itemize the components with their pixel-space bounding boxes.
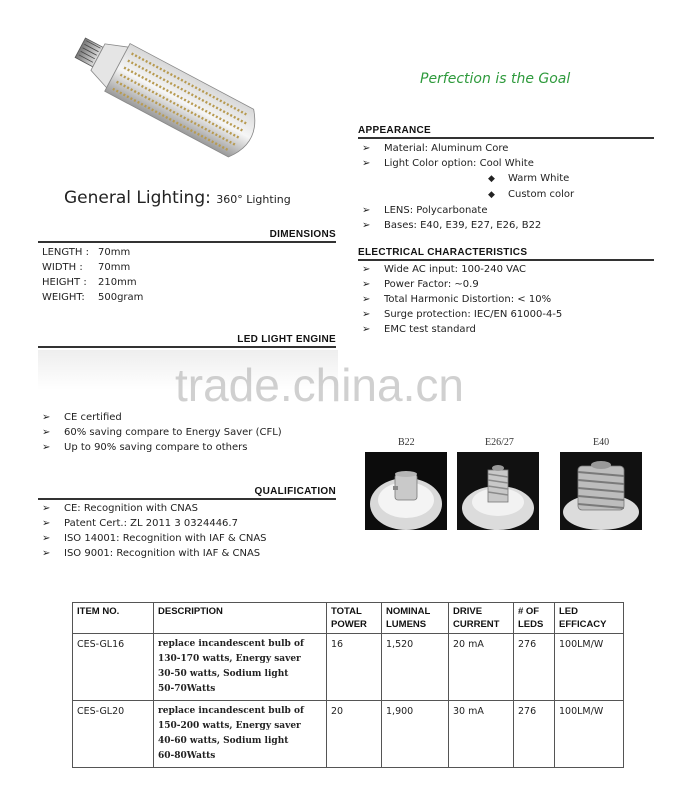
list-item: ➢ ISO 9001: Recognition with IAF & CNAS xyxy=(42,548,261,559)
arrow-bullet-icon: ➢ xyxy=(42,412,51,423)
electrical-list xyxy=(362,262,562,337)
power-cell: 20 xyxy=(327,701,382,768)
title-sub: 360° Lighting xyxy=(216,193,291,206)
arrow-bullet-icon: ➢ xyxy=(362,294,371,305)
current-cell: 20 mA xyxy=(449,634,514,701)
description-cell: replace incandescent bulb of 130-170 watts, Energy saver 30-50 watts, Sodium light 50-70Watts xyxy=(154,634,327,701)
lumens-cell: 1,520 xyxy=(382,634,449,701)
product-title xyxy=(64,188,291,208)
efficacy-cell: 100LM/W xyxy=(555,634,624,701)
list-item: ➢ CE certified xyxy=(42,412,122,423)
efficacy-cell: 100LM/W xyxy=(555,701,624,768)
column-header: NOMINAL LUMENS xyxy=(382,603,449,634)
list-item: ➢ Light Color option: Cool White xyxy=(362,158,534,169)
dimension-row: WEIGHT: 500gram xyxy=(42,292,144,303)
dimensions-heading: DIMENSIONS xyxy=(269,229,336,240)
column-header: DESCRIPTION xyxy=(154,603,327,634)
appearance-list xyxy=(362,141,574,233)
list-item: ➢ ISO 14001: Recognition with IAF & CNAS xyxy=(42,533,267,544)
qualification-header xyxy=(38,486,336,500)
list-item: ➢ 60% saving compare to Energy Saver (CFL) xyxy=(42,427,282,438)
qualification-list xyxy=(42,501,267,561)
list-item: ➢ CE: Recognition with CNAS xyxy=(42,503,198,514)
arrow-bullet-icon: ➢ xyxy=(42,533,51,544)
arrow-bullet-icon: ➢ xyxy=(362,220,371,231)
base-label-e26-27: E26/27 xyxy=(485,437,514,448)
dimension-row: HEIGHT : 210mm xyxy=(42,277,137,288)
screw-base-icon xyxy=(457,452,539,530)
arrow-bullet-icon: ➢ xyxy=(42,427,51,438)
list-item: ➢ Power Factor: ~0.9 xyxy=(362,279,479,290)
led-engine-heading: LED LIGHT ENGINE xyxy=(237,334,336,345)
column-header: LED EFFICACY xyxy=(555,603,624,634)
led-engine-list xyxy=(42,410,282,455)
list-item: ➢ LENS: Polycarbonate xyxy=(362,205,488,216)
column-header: ITEM NO. xyxy=(73,603,154,634)
arrow-bullet-icon: ➢ xyxy=(362,309,371,320)
dimensions-header xyxy=(38,229,336,243)
watermark: trade.china.cn xyxy=(175,359,464,411)
diamond-bullet-icon: ◆ xyxy=(488,190,495,200)
arrow-bullet-icon: ➢ xyxy=(362,264,371,275)
arrow-bullet-icon: ➢ xyxy=(42,518,51,529)
leds-cell: 276 xyxy=(514,701,555,768)
list-item: ➢ Surge protection: IEC/EN 61000-4-5 xyxy=(362,309,563,320)
column-header: # OF LEDS xyxy=(514,603,555,634)
list-item: ➢ Up to 90% saving compare to others xyxy=(42,442,248,453)
power-cell: 16 xyxy=(327,634,382,701)
arrow-bullet-icon: ➢ xyxy=(362,143,371,154)
item-no-cell: CES-GL16 xyxy=(73,634,154,701)
list-item: ➢ Total Harmonic Distortion: < 10% xyxy=(362,294,552,305)
base-label-b22: B22 xyxy=(398,437,415,448)
table-row xyxy=(73,701,624,768)
arrow-bullet-icon: ➢ xyxy=(362,279,371,290)
arrow-bullet-icon: ➢ xyxy=(362,205,371,216)
electrical-heading: ELECTRICAL CHARACTERISTICS xyxy=(358,247,528,258)
dimension-row: LENGTH : 70mm xyxy=(42,247,131,258)
dimension-row: WIDTH : 70mm xyxy=(42,262,131,273)
list-item: ➢ Material: Aluminum Core xyxy=(362,143,509,154)
lumens-cell: 1,900 xyxy=(382,701,449,768)
led-engine-header xyxy=(38,334,336,348)
arrow-bullet-icon: ➢ xyxy=(42,442,51,453)
list-item: ➢ Bases: E40, E39, E27, E26, B22 xyxy=(362,220,542,231)
list-item: ➢ EMC test standard xyxy=(362,324,476,335)
description-cell: replace incandescent bulb of 150-200 watts, Energy saver 40-60 watts, Sodium light 60-80Watts xyxy=(154,701,327,768)
table-row xyxy=(73,634,624,701)
arrow-bullet-icon: ➢ xyxy=(362,158,371,169)
appearance-heading: APPEARANCE xyxy=(358,125,432,136)
tagline: Perfection is the Goal xyxy=(420,71,571,87)
column-header: TOTAL POWER xyxy=(327,603,382,634)
electrical-header xyxy=(358,247,654,261)
list-subitem: ◆ Custom color xyxy=(362,187,574,203)
arrow-bullet-icon: ➢ xyxy=(42,548,51,559)
led-corn-bulb-image xyxy=(60,20,270,170)
list-subitem: ◆ Warm White xyxy=(362,171,574,187)
large-screw-base-icon xyxy=(560,452,642,530)
qualification-heading: QUALIFICATION xyxy=(254,486,336,497)
list-item: ➢ Patent Cert.: ZL 2011 3 0324446.7 xyxy=(42,518,238,529)
dimensions-list xyxy=(42,245,143,305)
column-header: DRIVE CURRENT xyxy=(449,603,514,634)
title-main: General Lighting: xyxy=(64,188,217,208)
leds-cell: 276 xyxy=(514,634,555,701)
item-no-cell: CES-GL20 xyxy=(73,701,154,768)
arrow-bullet-icon: ➢ xyxy=(42,503,51,514)
base-label-e40: E40 xyxy=(593,437,610,448)
current-cell: 30 mA xyxy=(449,701,514,768)
table-header-row xyxy=(73,603,624,634)
list-item: ➢ Wide AC input: 100-240 VAC xyxy=(362,264,527,275)
appearance-header xyxy=(358,125,654,139)
arrow-bullet-icon: ➢ xyxy=(362,324,371,335)
spec-table xyxy=(72,602,624,768)
diamond-bullet-icon: ◆ xyxy=(488,174,495,184)
bayonet-base-icon xyxy=(365,452,447,530)
